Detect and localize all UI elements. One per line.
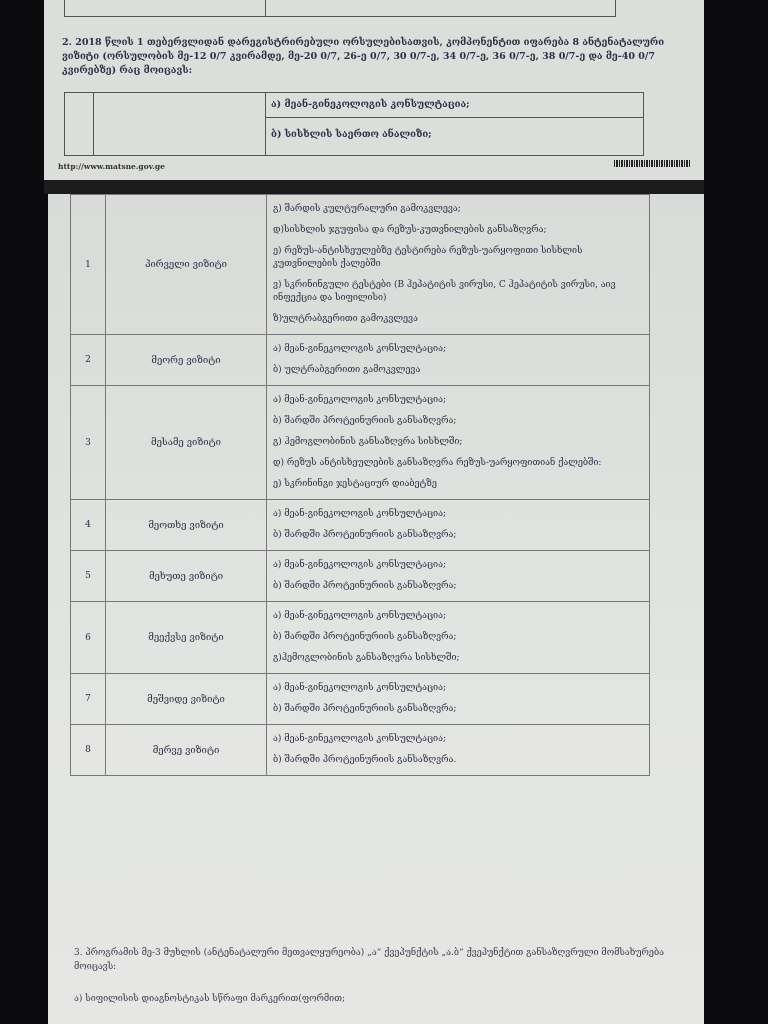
intro-table-item-b: ბ) სისხლის საერთო ანალიზი;	[271, 129, 432, 140]
visit-services	[267, 551, 650, 602]
barcode-graphic	[614, 160, 690, 167]
visit-service-item: ბ) შარდში პროტეინურიის განსაზღვრა;	[273, 581, 457, 591]
visit-name: მეშვიდე ვიზიტი	[106, 674, 267, 725]
visit-row	[71, 386, 650, 500]
visit-service-item: ა) მეან-გინეკოლოგის კონსულტაცია;	[273, 734, 446, 744]
visit-number: 2	[71, 335, 106, 386]
visit-service-item: ბ) შარდში პროტეინურიის განსაზღვრა.	[273, 755, 457, 765]
visits-table	[70, 194, 650, 776]
visit-number: 7	[71, 674, 106, 725]
visit-number: 5	[71, 551, 106, 602]
visit-row	[71, 602, 650, 674]
previous-page-fragment	[44, 0, 704, 180]
intro-table	[64, 92, 644, 156]
visit-row	[71, 195, 650, 335]
visit-services	[267, 386, 650, 500]
visit-service-item: გ)ჰემოგლობინის განსაზღვრა სისხლში;	[273, 653, 460, 663]
visit-services	[267, 674, 650, 725]
visit-services	[267, 602, 650, 674]
visit-service-item: ვ) სკრინინგული ტესტები (B ჰეპატიტის ვირუსი, C ჰეპატიტის ვირუსი, აივ ინფექცია და სიფილისი)	[273, 280, 616, 303]
footer-url-link[interactable]: http://www.matsne.gov.ge	[58, 162, 165, 171]
visit-service-item: ა) მეან-გინეკოლოგის კონსულტაცია;	[273, 395, 446, 405]
visit-row	[71, 551, 650, 602]
visit-service-item: ა) მეან-გინეკოლოგის კონსულტაცია;	[273, 344, 446, 354]
visit-service-item: დ)სისხლის ჯგუფისა და რეზუს-კუთვნილების განსაზღვრა;	[273, 225, 547, 235]
visit-service-item: გ) შარდის კულტურალური გამოკვლევა;	[273, 204, 461, 214]
visit-number: 8	[71, 725, 106, 776]
visit-service-item: ბ) შარდში პროტეინურიის განსაზღვრა;	[273, 416, 457, 426]
visit-row	[71, 500, 650, 551]
visit-service-item: ა) მეან-გინეკოლოგის კონსულტაცია;	[273, 611, 446, 621]
visit-service-item: ბ) ულტრაბგერითი გამოკვლევა	[273, 365, 421, 375]
visit-service-item: ა) მეან-გინეკოლოგის კონსულტაცია;	[273, 509, 446, 519]
visit-service-item: დ) რეზუს ანტისხეულების განსაზღვრა რეზუს-უარყოფითიან ქალებში:	[273, 458, 602, 468]
screen-edge	[704, 0, 768, 1024]
visit-name: პირველი ვიზიტი	[106, 195, 267, 335]
visit-number: 3	[71, 386, 106, 500]
visit-service-item: ბ) შარდში პროტეინურიის განსაზღვრა;	[273, 704, 457, 714]
visit-service-item: ზ)ულტრაბგერითი გამოკვლევა	[273, 314, 418, 324]
visit-service-item: ა) მეან-გინეკოლოგის კონსულტაცია;	[273, 683, 446, 693]
visit-service-item: ბ) შარდში პროტეინურიის განსაზღვრა;	[273, 530, 457, 540]
visit-row	[71, 725, 650, 776]
visit-service-item: ბ) შარდში პროტეინურიის განსაზღვრა;	[273, 632, 457, 642]
current-page	[48, 194, 708, 1024]
previous-table-stub	[64, 0, 616, 17]
visit-service-item: ე) სკრინინგი ჯესტაციურ დიაბეტზე	[273, 479, 437, 489]
visit-services	[267, 195, 650, 335]
note-3-paragraph: 3. პროგრამის მე-3 მუხლის (ანტენატალური მეთვალყურეობა) „ა“ ქვეპუნქტის „ა.ბ“ ქვეპუნქტით განსაზღვრული მომსახურება მოიცავს:	[74, 948, 664, 972]
visit-service-item: ა) მეან-გინეკოლოგის კონსულტაცია;	[273, 560, 446, 570]
visit-number: 4	[71, 500, 106, 551]
page-divider	[44, 180, 704, 194]
note-a-paragraph: ა) სიფილისის დიაგნოსტიკას სწრაფი მარკერით(ფორმით;	[74, 994, 345, 1004]
visit-row	[71, 674, 650, 725]
visit-name: მესამე ვიზიტი	[106, 386, 267, 500]
visit-number: 6	[71, 602, 106, 674]
visit-name: მერვე ვიზიტი	[106, 725, 267, 776]
visit-name: მეორე ვიზიტი	[106, 335, 267, 386]
visit-name: მეექვსე ვიზიტი	[106, 602, 267, 674]
visit-service-item: ე) რეზუს-ანტისხეულებზე ტესტირება რეზუს-უარყოფითი სისხლის კუთვნილების ქალებში	[273, 246, 583, 269]
visit-service-item: გ) ჰემოგლობინის განსაზღვრა სისხლში;	[273, 437, 463, 447]
intro-table-item-a: ა) მეან-გინეკოლოგის კონსულტაცია;	[271, 99, 470, 110]
visit-name: მეხუთე ვიზიტი	[106, 551, 267, 602]
visit-row	[71, 335, 650, 386]
intro-paragraph: 2. 2018 წლის 1 თებერვლიდან დარეგისტრირებული ორსულებისათვის, კომპონენტით იფარება 8 ანტენატალური ვიზიტი (ორსულობის მე-12 0/7 კვირამდე, მე-20 0/7, 26-ე 0/7, 30 0/7-ე, 34 0/7-ე, 36 0/7-ე, 38 0/7-ე და მე-40 0/7 კვირებზე) რაც მოიცავს:	[62, 37, 665, 76]
visit-services	[267, 335, 650, 386]
visit-services	[267, 500, 650, 551]
visit-services	[267, 725, 650, 776]
visit-number: 1	[71, 195, 106, 335]
visit-name: მეოთხე ვიზიტი	[106, 500, 267, 551]
